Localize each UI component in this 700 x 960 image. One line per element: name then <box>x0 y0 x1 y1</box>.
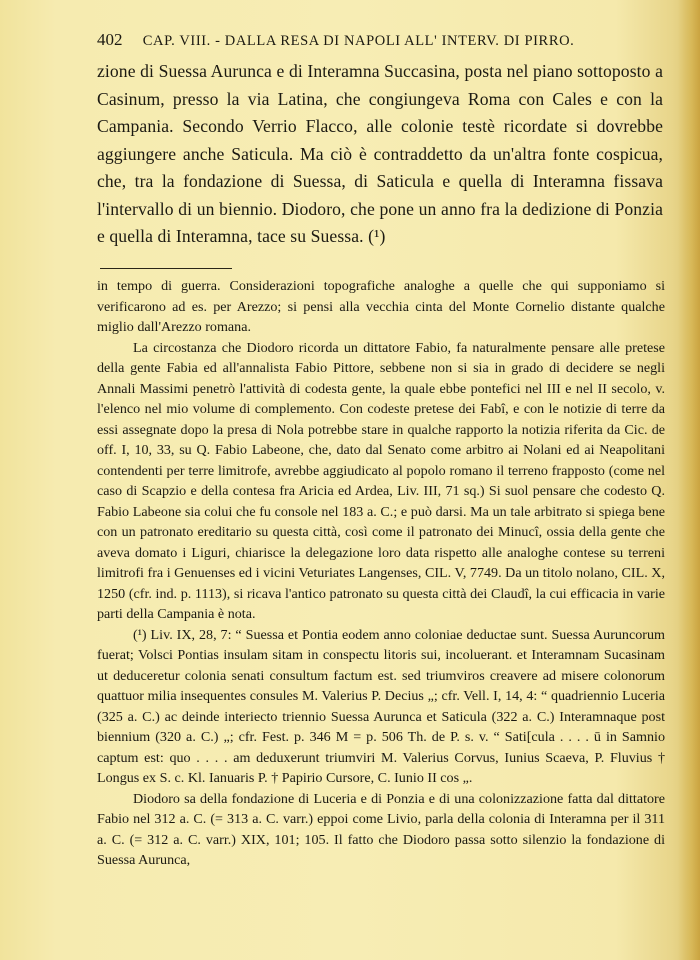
running-header <box>97 30 617 52</box>
footnote-paragraph-diodoro: Diodoro sa della fondazione di Luceria e di Ponzia e di una colonizzazione fatta dal dittatore Fabio nel 312 a. C. (= 313 a. C. varr.) eppoi come Livio, parla della colonia di Interamna per il 311 a. C. (= 312 a. C. varr.) XIX, 101; 105. Il fatto che Diodoro passa sotto silenzio la fondazione di Suessa Aurunca, <box>97 790 665 868</box>
page-number: 402 <box>97 30 123 49</box>
running-title: CAP. VIII. - DALLA RESA DI NAPOLI ALL' INTERV. DI PIRRO. <box>142 33 575 49</box>
page-edge-shadow <box>678 0 700 960</box>
footnotes-block <box>97 276 665 871</box>
footnote-1: (¹) Liv. IX, 28, 7: “ Suessa et Pontia eodem anno coloniae deductae sunt. Suessa Auruncorum fuerat; Volsci Pontias insulam sitam in conspectu litoris sui, incoluerant. et Interamnam Sucasinam ut deduceretur colonia senati consultum factum est. sed triumviros creavere ad misere colonorum quattuor milia insequentes consules M. Valerius P. Decius „; cfr. Vell. I, 14, 4: “ quadriennio Luceria (325 a. C.) ac deinde interiecto triennio Suessa Aurunca et Saticula (322 a. C.) Interamnaque post biennium (320 a. C.) „; cfr. Fest. p. 346 M = p. 506 Th. de P. s. v. “ Sati[cula . . . . ū in Samnio captum est: quo . . . . am deduxerunt triumviri M. Valerius Corvus, Iunius Scaeva, P. Fluvius † Longus ex S. c. Kl. Ianuaris P. † Papirio Cursore, C. Iunio II cos „. <box>97 626 665 786</box>
footnote-continuation: in tempo di guerra. Considerazioni topografiche analoghe a quelle che qui supponiamo si verificarono ad es. per Arezzo; si pensi alla vecchia cinta del Monte Cornelio distante qualche miglio dall'Arezzo romana. <box>97 278 665 335</box>
main-text-paragraph: zione di Suessa Aurunca e di Interamna Succasina, posta nel piano sottoposto a Casinum, presso la via Latina, che congiungeva Roma con Cales e con la Campania. Secondo Verrio Flacco, alle colonie testè ricordate si dovrebbe aggiungere anche Saticula. Ma ciò è contraddetto da un'altra fonte cospicua, che, tra la fondazione di Suessa, di Saticula e quella di Interamna fissava l'intervallo di un biennio. Diodoro, che pone un anno fra la dedizione di Ponzia e quella di Interamna, tace su Suessa. (¹) <box>97 61 663 246</box>
footnote-separator-rule <box>100 268 232 269</box>
footnote-paragraph-fabia: La circostanza che Diodoro ricorda un dittatore Fabio, fa naturalmente pensare alle pretese della gente Fabia ed all'annalista Fabio Pittore, sebbene non si sia in grado di decidere se negli Annali Massimi penetrò l'attività di codesta gente, la quale ebbe pontefici nel III e nel II secolo, v. l'elenco nel mio volume di complemento. Con codeste pretese dei Fabî, e con le notizie di terre da essi assegnate dopo la presa di Nola potrebbe stare in qualche rapporto la notizia riferita da Cic. de off. I, 10, 33, su Q. Fabio Labeone, che, dato dal Senato come arbitro ai Nolani ed ai Neapolitani contendenti per terre limitrofe, avrebbe aggiudicato al popolo romano il terreno frapposto (come nel caso di Scapzio e della contesa fra Aricia ed Ardea, Liv. III, 71 sq.) Si suol pensare che codesto Q. Fabio Labeone sia colui che fu console nel 183 a. C.; e può darsi. Ma un tale arbitrato si spiega bene con un patronato ereditario su questa città, così come il patronato dei Minucî, ossia della gente che aveva domato i Liguri, chiarisce la delegazione loro data rispetto alle analoghe contese su terreni limitrofi fra i Genuenses ed i vicini Veturiates Langenses, CIL. V, 7749. Da un titolo nolano, CIL. X, 1250 (cfr. ind. p. 1113), si ricava l'antico patronato su questa città dei Claudî, la cui efficacia in varie parti della Campania è nota. <box>97 339 665 622</box>
